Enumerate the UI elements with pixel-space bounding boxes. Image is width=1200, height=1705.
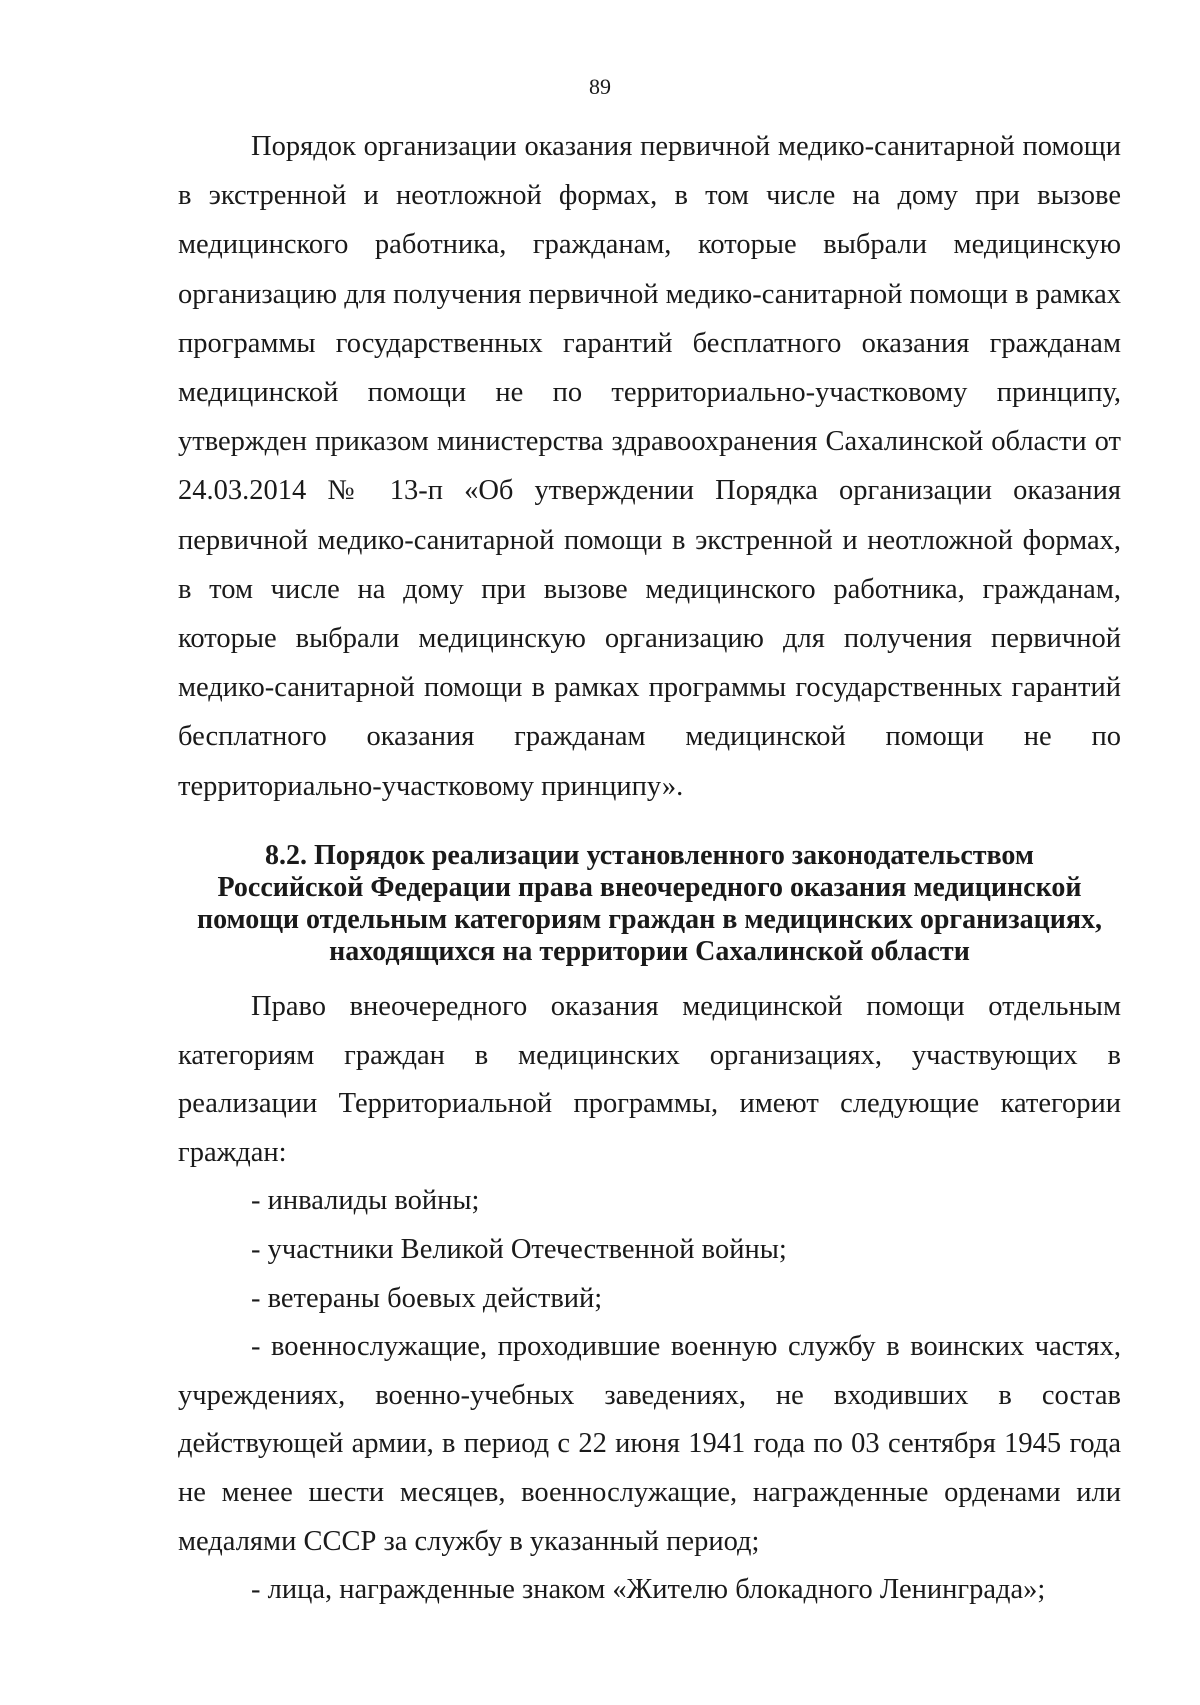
section-heading-line: 8.2. Порядок реализации установленного законодательством — [265, 840, 1034, 871]
section-heading-line: находящихся на территории Сахалинской области — [329, 936, 970, 967]
category-item: - военнослужащие, проходившие военную службу в воинских частях, учреждениях, военно-учебных заведениях, не входивших в состав действующей армии, в период с 22 июня 1941 года по 03 сентября 1945 года не менее шести месяцев, военнослужащие, награжденные орденами или медалями СССР за службу в указанный период; — [178, 1331, 1121, 1557]
category-item: - ветераны боевых действий; — [251, 1282, 603, 1314]
category-item: - инвалиды войны; — [251, 1185, 480, 1217]
category-item: - лица, награжденные знаком «Жителю блокадного Ленинграда»; — [251, 1574, 1046, 1606]
rights-intro-paragraph: Право внеочередного оказания медицинской помощи отдельным категориям граждан в медицинских организациях, участвующих в реализации Территориальной программы, имеют следующие категории граждан: — [178, 991, 1121, 1168]
categories-list — [178, 1177, 1121, 1614]
section-heading-line: помощи отдельным категориям граждан в медицинских организациях, — [196, 904, 1103, 935]
section-heading — [178, 840, 1121, 968]
page-number: 89 — [589, 74, 611, 99]
intro-paragraph: Порядок организации оказания первичной медико-санитарной помощи в экстренной и неотложной формах, в том числе на дому при вызове медицинского работника, гражданам, которые выбрали медицинскую организацию для получения первичной медико-санитарной помощи в рамках программы государственных гарантий бесплатного оказания гражданам медицинской помощи не по территориально-участковому принципу, утвержден приказом министерства здравоохранения Сахалинской области от 24.03.2014 № 13-п «Об утверждении Порядка организации оказания первичной медико-санитарной помощи в экстренной и неотложной формах, в том числе на дому при вызове медицинского работника, гражданам, которые выбрали медицинскую организацию для получения первичной медико-санитарной помощи в рамках программы государственных гарантий бесплатного оказания гражданам медицинской помощи не по территориально-участковому принципу». — [178, 131, 1121, 802]
intro-section — [178, 122, 1121, 811]
category-item: - участники Великой Отечественной войны; — [251, 1233, 787, 1265]
section-heading-line: Российской Федерации права внеочередного оказания медицинской — [217, 872, 1082, 903]
rights-section — [178, 983, 1121, 1615]
